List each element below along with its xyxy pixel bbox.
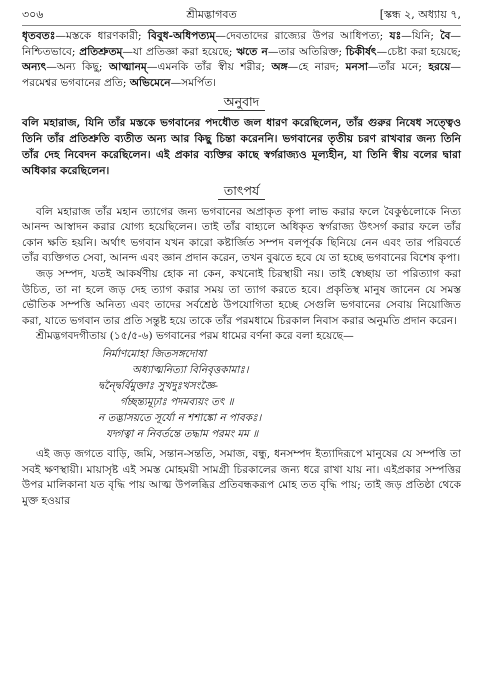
gloss-meaning: —অন্য কিছু; [46, 61, 109, 74]
gloss-meaning: —এমনকি তাঁর স্বীয় শরীর; [146, 61, 272, 74]
word-for-word-gloss [22, 29, 461, 91]
translation-text: বলি মহারাজ, যিনি তাঁর মস্তকে ভগবানের পদধৌত জল ধারণ করেছিলেন, তাঁর গুরুর নিষেধ সত্ত্বেও তিনি তাঁর প্রতিশ্রুতি ব্যতীত অন্য আর কিছু চিন্তা করেননি। ভগবানের তৃতীয় চরণ রাখবার জন্য তিনি তাঁর দেহ নিবেদন করেছিলেন। এই প্রকার ব্যক্তির কাছে স্বর্গরাজ্যও মূল্যহীন, যা তিনি স্বীয় বলের দ্বারা অধিকার করেছিলেন। [22, 117, 461, 177]
verse-line: যদ্গত্বা ন নিবর্তন্তে তদ্ধাম পরমং মম ॥ [106, 427, 259, 440]
gloss-meaning: —চেষ্টা করা হয়েছে; [376, 45, 461, 58]
purport-paragraph: শ্রীমদ্ভগবদগীতায় (১৫/৫-৬) ভগবানের পরম ধামের বর্ণনা করে বলা হয়েছে— [36, 330, 354, 343]
chapter-reference: [স্কন্ধ ২, অধ্যায় ৭, [379, 8, 461, 21]
gloss-term: অভিমেনে [129, 76, 171, 89]
gloss-meaning: —নিশ্চিতভাবে; [22, 30, 461, 58]
verse-line: অধ্যাত্মনিত্যা বিনিবৃত্তকামাঃ। [132, 363, 249, 376]
gloss-term: অঙ্গ [271, 61, 288, 74]
gloss-term: চিকীর্ষৎ [345, 45, 377, 58]
gloss-meaning: —মস্তকে ধারণকারী; [55, 30, 148, 42]
purport-heading: তাৎপর্য [22, 183, 461, 203]
verse-line: দ্বন্দ্বৈর্বিমুক্তাঃ সুখদুঃখসংজ্ঞৈ- [98, 379, 219, 392]
gloss-term: আত্মানম্ [108, 61, 147, 74]
verse-line: র্গচ্ছন্ত্যমূঢ়াঃ পদমব্যয়ং তৎ ॥ [120, 395, 234, 408]
gloss-term: হরয়ে [428, 61, 451, 74]
book-title: শ্রীমদ্ভাগবত [186, 8, 237, 21]
translation-heading: অনুবাদ [22, 94, 461, 114]
purport-paragraph: এই জড় জগতে বাড়ি, জমি, সন্তান-সন্ততি, সমাজ, বন্ধু, ধনসম্পদ ইত্যাদিরূপে মানুষের যে সম্পত্তি তা সবই ক্ষণস্থায়ী। মায়াসৃষ্ট এই সমস্ত মোহময়ী সামগ্রী চিরকালের জন্য ধরে রাখা যায় না। এইপ্রকার সম্পত্তির উপর মালিকানা যত বৃদ্ধি পায় আত্ম উপলব্ধির প্রতিবন্ধকরূপ মোহ তত বৃদ্ধি পায়; তাই জড় প্রতিষ্ঠা থেকে মুক্ত হওয়ার [22, 447, 461, 507]
page-header [22, 6, 461, 26]
gloss-term: যঃ [389, 30, 402, 42]
gloss-term: বৈ [440, 30, 451, 42]
page-number: ৩০৬ [22, 8, 44, 21]
verse-line: নির্মাণমোহা জিতসঙ্গদোষা [102, 347, 207, 360]
gloss-meaning: —হে নারদ; [287, 61, 346, 74]
verse-line: ন তদ্ভাসয়তে সূর্যো ন শশাঙ্কো ন পাবকঃ। [98, 411, 262, 424]
gloss-term: মনসা [345, 61, 368, 74]
gloss-term: বিবুধ-অধিপত্যম্ [147, 30, 216, 42]
gloss-term: ঋতে ন [236, 45, 268, 58]
purport-paragraph: বলি মহারাজ তাঁর মহান ত্যাগের জন্য ভগবানের অপ্রাকৃত কৃপা লাভ করার ফলে বৈকুণ্ঠলোকে নিত্য আনন্দ আস্বাদন করার যোগ্য হয়েছিলেন। তাই তাঁর বাহ্যলে অধিকৃত স্বর্গরাজ্য উৎসর্গ করার ফলে তাঁর কোন ক্ষতি হয়নি। অর্থাৎ ভগবান যখন কারো কষ্টার্জিত সম্পদ বলপূর্বক ছিনিয়ে নেন এবং তার পরিবর্তে তাঁর ব্যক্তিগত সেবা, আনন্দ এবং জ্ঞান প্রদান করেন, তখন বুঝতে হবে যে তা হচ্ছে ভগবানের বিশেষ কৃপা। [22, 205, 461, 265]
verse-block [22, 346, 461, 442]
gloss-meaning: —তার অতিরিক্ত; [267, 45, 346, 58]
gloss-meaning: —পরমেশ্বর ভগবানের প্রতি; [22, 61, 461, 89]
purport-paragraph: জড় সম্পদ, যতই আকর্ষণীয় হোক না কেন, কখনোই চিরস্থায়ী নয়। তাই স্বেচ্ছায় তা পরিত্যাগ করা উচিত, তা না হলে জড় দেহ ত্যাগ করার সময় তা ত্যাগ করতে হবে। প্রকৃতিস্থ মানুষ জানেন যে সমস্ত ভৌতিক সম্পত্তি অনিত্য এবং তাদের সর্বশ্রেষ্ঠ উপযোগিতা হচ্ছে সেগুলি ভগবানের সেবায় নিয়োজিত করা, যাতে ভগবান তার প্রতি সন্তুষ্ট হয়ে তাকে তাঁর পরমধামে চিরকাল নিবাস করার অনুমতি প্রদান করেন। [22, 267, 461, 327]
gloss-meaning: —তাঁর মনে; [367, 61, 429, 74]
gloss-term: অন্যৎ [22, 61, 47, 74]
gloss-meaning: —দেবতাদের রাজ্যের উপর আধিপত্য; [215, 30, 390, 42]
gloss-meaning: —যিনি; [401, 30, 441, 42]
gloss-term: প্রতিশ্রুতম্ [79, 45, 123, 58]
gloss-meaning: —সমর্পিত। [170, 76, 217, 89]
gloss-meaning: —যা প্রতিজ্ঞা করা হয়েছে; [122, 45, 237, 58]
gloss-term: ধৃতবতঃ [22, 30, 56, 42]
